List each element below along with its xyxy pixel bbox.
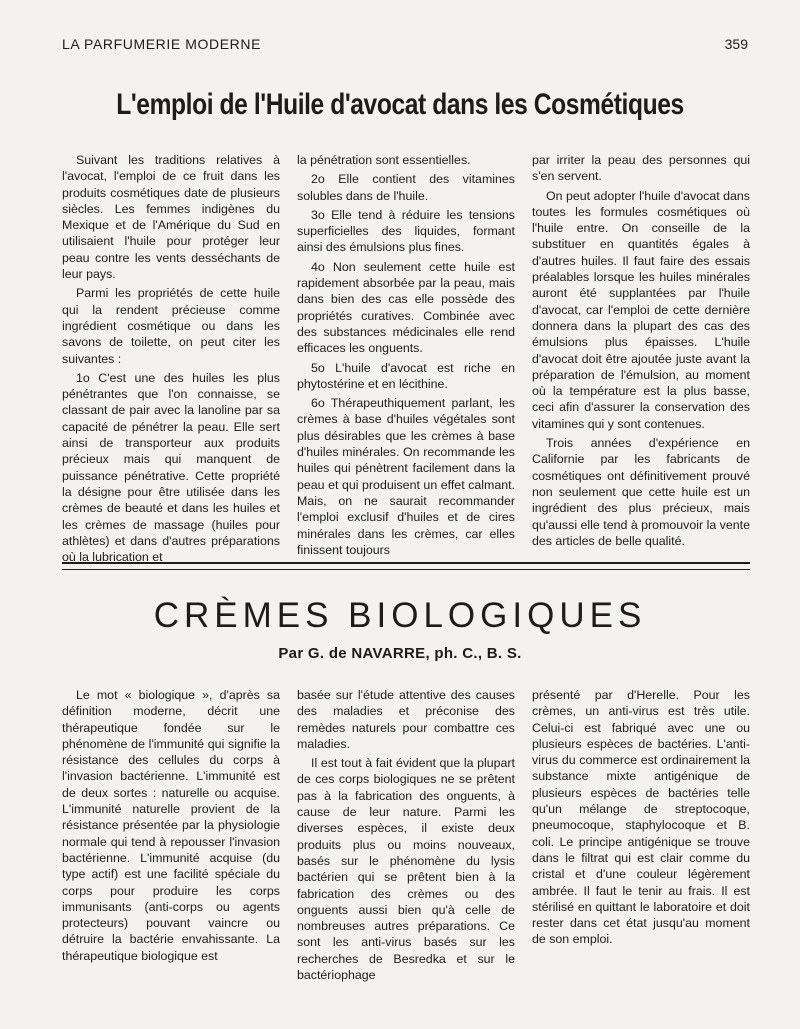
paragraph: présenté par d'Herelle. Pour les crèmes, un anti-virus est très utile. Celui-ci est fabriqué avec une ou plusieurs espèces de bactéries. L'anti-virus du commerce est ordinairement la substance mixte antigénique de plusieurs espèces de bactéries telle qu'un mélange de streptocoque, pneumocoque, staphylocoque et B. coli. Le principe antigénique se trouve dans le filtrat qui est clair comme du cristal et d'une couleur légèrement ambrée. Il faut le tenir au frais. Il est stérilisé en quittant le laboratoire et doit rester dans cet état jusqu'au moment de son emploi. <box>532 688 750 947</box>
paragraph: Suivant les traditions relatives à l'avocat, l'emploi de ce fruit dans les produits cosmétiques date de plusieurs siècles. Les femmes indigènes du Mexique et de l'Amérique du Sud en utilisaient l'huile pour protéger leur peau contre les vents desséchants de leur pays. <box>62 153 280 282</box>
paragraph: On peut adopter l'huile d'avocat dans toutes les formules cosmétiques où l'huile entre. On conseille de la substituer en quantités égales à d'autres huiles. Il faut faire des essais préalables lorsque les huiles minérales auront été supplantées par l'huile d'avocat, car l'emploi de cette dernière donnera dans la plupart des cas des émulsions plus épaisses. L'huile d'avocat doit être ajoutée juste avant la préparation de l'émulsion, au moment où la température est la plus basse, ceci afin d'assurer la conservation des vitamines qui y sont contenues. <box>532 188 750 431</box>
paragraph: Trois années d'expérience en Californie par les fabricants de cosmétiques ont définitivement prouvé non seulement que cette huile est un ingrédient des plus précieux, mais qu'aussi elle tend à promouvoir la vente des articles de belle qualité. <box>532 436 750 548</box>
paragraph: 2o Elle contient des vitamines solubles dans de l'huile. <box>297 172 515 203</box>
paragraph: 1o C'est une des huiles les plus pénétrantes que l'on connaisse, se classant de pair avec la lanoline par sa capacité de pénétrer la peau. Elle sert ainsi de transporteur aux produits précieux mais qui manquent de puissance pénétrative. Cette propriété la désigne pour être utilisée dans les crèmes de beauté et dans les huiles et les crèmes de massage (huiles pour athlètes) et dans d'autres préparations où la lubrication et <box>62 370 280 565</box>
article-body <box>62 152 750 565</box>
paragraph: basée sur l'étude attentive des causes des maladies et préconise des remèdes naturels pour combattre ces maladies. <box>297 688 515 751</box>
section-divider <box>62 562 750 570</box>
paragraph: Il est tout à fait évident que la plupart de ces corps biologiques ne se prêtent pas à la fabrication des onguents, à cause de leur nature. Parmi les diverses espèces, il existe deux produits plus ou moins nouveaux, basés sur le phénomène du lysis bactérien qui se prêtent bien à la fabrication des crèmes ou des onguents aussi bien qu'à celle de nombreuses autres préparations. Ce sont les anti-virus basés sur les recherches de Besredka et sur le bactériophage <box>297 756 515 983</box>
paragraph: 6o Thérapeuthiquement parlant, les crèmes à base d'huiles végétales sont plus désirables que les crèmes à base d'huiles minérales. On recommande les huiles qui pénètrent facilement dans la peau et qui produisent un effet calmant. Mais, on ne saurait recommander l'emploi exclusif d'huiles et de cires minérales dans les crèmes, car elles finissent toujours <box>297 396 515 557</box>
article-title: CRÈMES BIOLOGIQUES <box>153 596 647 635</box>
text-column-1 <box>62 152 280 565</box>
article-body <box>62 687 750 983</box>
paragraph: 4o Non seulement cette huile est rapidement absorbée par la peau, mais dans bien des cas elle possède des propriétés curatives. Combinée avec des substances médicinales elle rend efficaces les onguents. <box>297 259 515 356</box>
paragraph: Parmi les propriétés de cette huile qui la rendent précieuse comme ingrédient cosmétique ou dans les savons de toilette, on peut citer les suivantes : <box>62 286 280 366</box>
paragraph: par irriter la peau des personnes qui s'en servent. <box>532 153 750 184</box>
running-head: LA PARFUMERIE MODERNE <box>62 36 262 52</box>
byline: Par G. de NAVARRE, ph. C., B. S. <box>278 645 522 662</box>
paragraph: 5o L'huile d'avocat est riche en phytostérine et en lécithine. <box>297 360 515 391</box>
text-column-2 <box>297 687 515 983</box>
paragraph: Le mot « biologique », d'après sa définition moderne, décrit une thérapeutique fondée sur le phénomène de l'immunité qui signifie la résistance des cellules du corps à l'invasion bactérienne. L'immunité est de deux sortes : naturelle ou acquise. L'immunité naturelle provient de la résistance présentée par la physiologie normale qui tend à repousser l'invasion bactérienne. L'immunité acquise (du type actif) est une facilité spéciale du corps pour produire les corps immunisants (anti-corps ou agents protecteurs) pouvant vaincre ou détruire la bactérie envahissante. La thérapeutique biologique est <box>62 688 280 963</box>
paragraph: 3o Elle tend à réduire les tensions superficielles des liquides, formant ainsi des émulsions plus fines. <box>297 207 515 255</box>
page-number: 359 <box>724 36 748 52</box>
text-column-1 <box>62 687 280 983</box>
text-column-3 <box>532 687 750 983</box>
text-column-3 <box>532 152 750 565</box>
article-title: L'emploi de l'Huile d'avocat dans les Cosmétiques <box>116 88 684 121</box>
paragraph: la pénétration sont essentielles. <box>297 153 471 167</box>
text-column-2 <box>297 152 515 565</box>
